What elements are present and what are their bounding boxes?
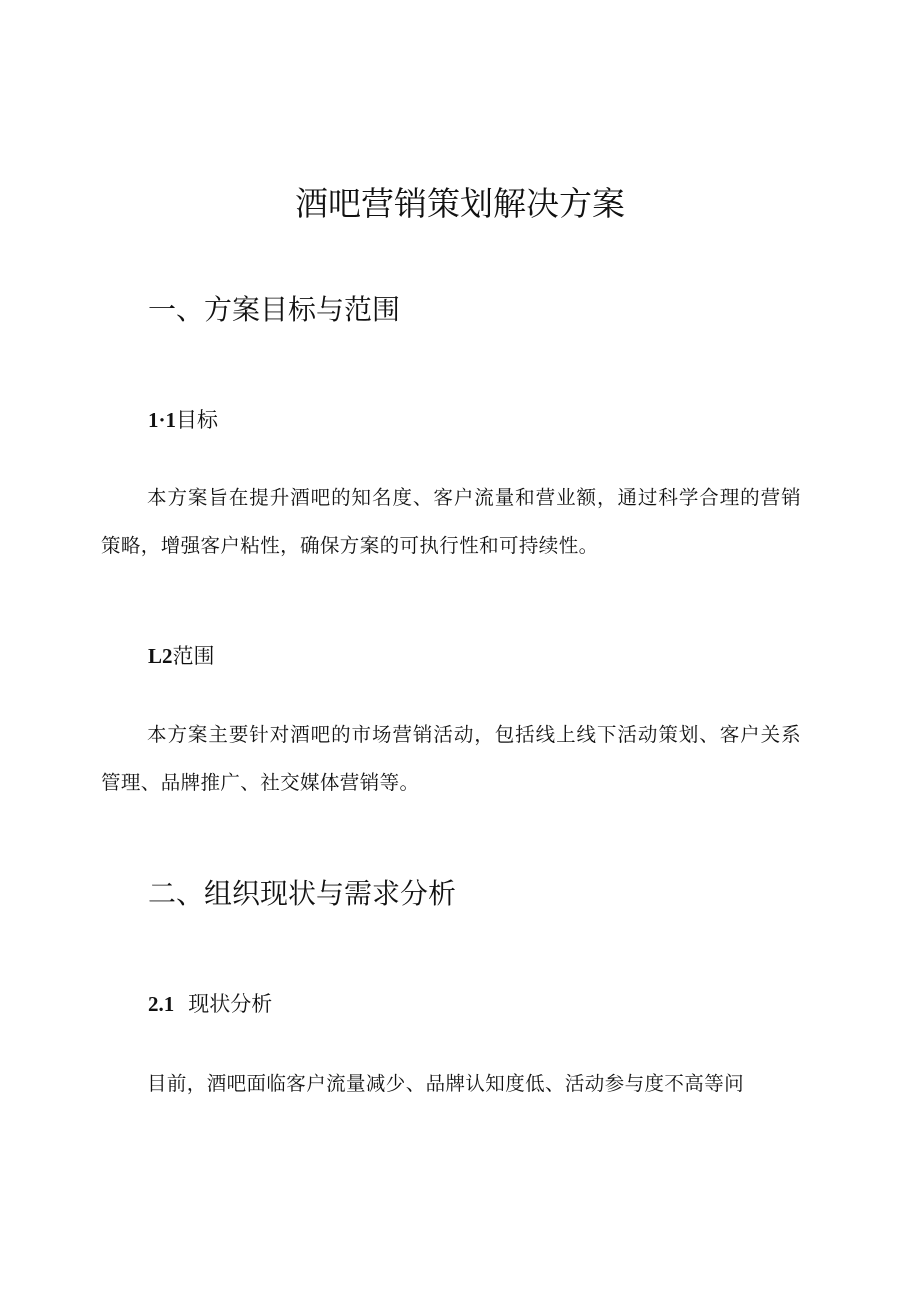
subsection-1-1-heading <box>148 405 218 435</box>
subsection-label: 目标 <box>176 408 219 432</box>
subsection-number: 2.1 <box>148 992 175 1016</box>
paragraph-status: 目前，酒吧面临客户流量减少、品牌认知度低、活动参与度不高等问 <box>147 1072 745 1095</box>
paragraph-scope: 本方案主要针对酒吧的市场营销活动，包括线上线下活动策划、客户关系管理、品牌推广、社交媒体营销等。 <box>101 723 801 794</box>
subsection-number: 1·1 <box>148 408 177 432</box>
subsection-label: 范围 <box>172 644 215 668</box>
section-2-heading: 二、组织现状与需求分析 <box>148 877 457 910</box>
subsection-2-1-heading <box>148 989 272 1019</box>
subsection-1-2-heading <box>148 641 215 671</box>
subsection-number: L2 <box>148 644 173 668</box>
subsection-label: 现状分析 <box>188 992 273 1016</box>
paragraph-goal: 本方案旨在提升酒吧的知名度、客户流量和营业额，通过科学合理的营销策略，增强客户粘性，确保方案的可执行性和可持续性。 <box>101 486 801 557</box>
document-title: 酒吧营销策划解决方案 <box>295 184 625 223</box>
section-1-heading: 一、方案目标与范围 <box>148 293 401 326</box>
